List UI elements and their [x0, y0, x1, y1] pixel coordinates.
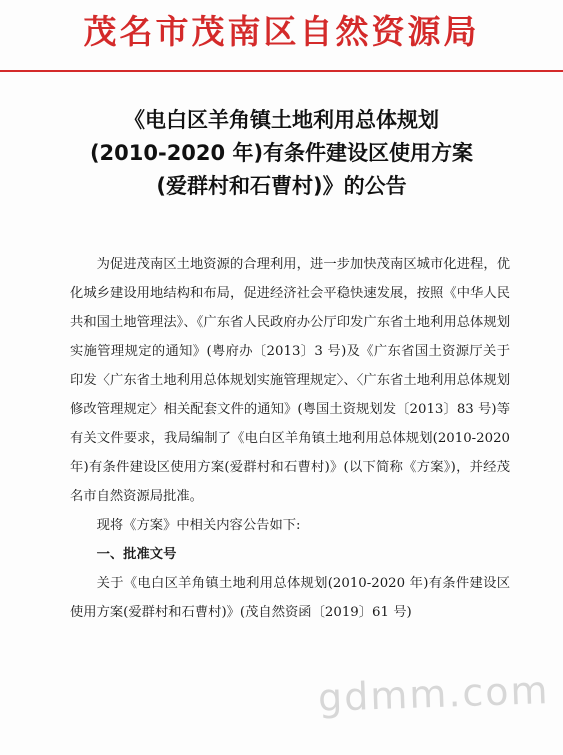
- announce-paragraph: 现将《方案》中相关内容公告如下:: [96, 518, 301, 533]
- org-header: 茂名市茂南区自然资源局: [83, 12, 480, 51]
- section-heading-approval: 一、批准文号: [96, 547, 177, 562]
- title-line-3: (爱群村和石曹村)》的公告: [156, 174, 407, 198]
- intro-paragraph: 为促进茂南区土地资源的合理利用，进一步加快茂南区城市化进程，优化城乡建设用地结构和布局，促进经济社会平稳快速发展，按照《中华人民共和国土地管理法》、《广东省人民政府办公厅印发广东省土地利用总体规划实施管理规定的通知》(粤府办〔2013〕3 号)及《广东省国土资源厅关于印发〈广东省土地利用总体规划实施管理规定〉、〈广东省土地利用总体规划修改管理规定〉相关配套文件的通知》(粤国土资规划发〔2013〕83 号)等有关文件要求，我局编制了《电白区羊角镇土地利用总体规划(2010-2020 年)有条件建设区使用方案(爱群村和石曹村)》(以下简称《方案》)，并经茂名市自然资源局批准。: [70, 257, 510, 504]
- document-title: [0, 104, 563, 203]
- approval-paragraph: 关于《电白区羊角镇土地利用总体规划(2010-2020 年)有条件建设区使用方案(爱群村和石曹村)》(茂自然资函〔2019〕61 号): [70, 576, 510, 620]
- watermark: gdmm.com: [317, 667, 551, 721]
- title-line-1: 《电白区羊角镇土地利用总体规划: [124, 108, 439, 132]
- header-red-rule: [0, 70, 563, 72]
- document-body: [70, 250, 510, 627]
- title-line-2: (2010-2020 年)有条件建设区使用方案: [89, 141, 474, 165]
